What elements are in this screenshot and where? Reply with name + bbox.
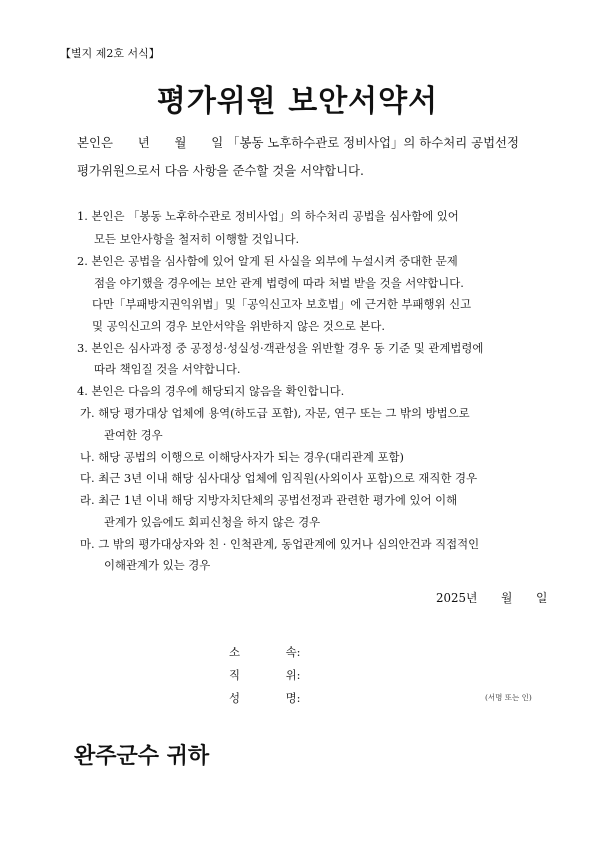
- clause-2-continued: 점을 야기했을 경우에는 보안 관계 법령에 따라 처벌 받을 것을 서약합니다.: [94, 276, 464, 290]
- clause-2: 2. 본인은 공법을 심사함에 있어 알게 된 사실을 외부에 누설시켜 중대한 문제: [77, 254, 458, 268]
- date-line: 2025년 월 일: [436, 591, 548, 605]
- subclause-da: 다. 최근 3년 이내 해당 심사대상 업체에 임직원(사외이사 포함)으로 재직한 경우: [80, 471, 478, 485]
- clause-3: 3. 본인은 심사과정 중 공정성·성실성·객관성을 위반할 경우 동 기준 및 관계법령에: [77, 341, 484, 355]
- page-title: 평가위원 보안서약서: [156, 84, 439, 119]
- subclause-ma: 마. 그 밖의 평가대상자와 친 · 인척관계, 동업관계에 있거나 심의안건과 직접적인: [80, 537, 480, 551]
- subclause-ra: 라. 최근 1년 이내 해당 지방자치단체의 공법선정과 관련한 평가에 있어 이해: [80, 493, 458, 507]
- subclause-ma-continued: 이해관계가 있는 경우: [104, 558, 211, 572]
- position-label: 직 위:: [229, 668, 301, 682]
- clause-4: 4. 본인은 다음의 경우에 해당되지 않음을 확인합니다.: [77, 384, 345, 398]
- clause-1-continued: 모든 보안사항을 철저히 이행할 것입니다.: [94, 232, 300, 246]
- name-label: 성 명:: [229, 691, 301, 705]
- addressee: 완주군수 귀하: [74, 744, 210, 769]
- clause-3-continued: 따라 책임질 것을 서약합니다.: [94, 362, 241, 376]
- intro-line: 본인은 년 월 일 「봉동 노후하수관로 정비사업」의 하수처리 공법선정: [77, 135, 519, 150]
- subclause-ra-continued: 관계가 있음에도 회피신청을 하지 않은 경우: [104, 515, 321, 529]
- clause-2-proviso-continued: 및 공익신고의 경우 보안서약을 위반하지 않은 것으로 본다.: [92, 319, 386, 333]
- subclause-na: 나. 해당 공법의 이행으로 이해당사자가 되는 경우(대리관계 포함): [80, 450, 404, 464]
- subclause-ga-continued: 관여한 경우: [104, 428, 163, 442]
- clause-1: 1. 본인은 「봉동 노후하수관로 정비사업」의 하수처리 공법을 심사함에 있어: [77, 209, 459, 223]
- subclause-ga: 가. 해당 평가대상 업체에 용역(하도급 포함), 자문, 연구 또는 그 밖의 방법으로: [80, 406, 470, 420]
- clause-2-proviso: 다만「부패방지권익위법」및「공익신고자 보호법」에 근거한 부패행위 신고: [92, 297, 472, 311]
- affiliation-label: 소 속:: [229, 645, 301, 659]
- intro-line: 평가위원으로서 다음 사항을 준수할 것을 서약합니다.: [77, 163, 364, 178]
- form-label: 【별지 제2호 서식】: [60, 47, 160, 60]
- signature-seal-note: (서명 또는 인): [485, 693, 532, 702]
